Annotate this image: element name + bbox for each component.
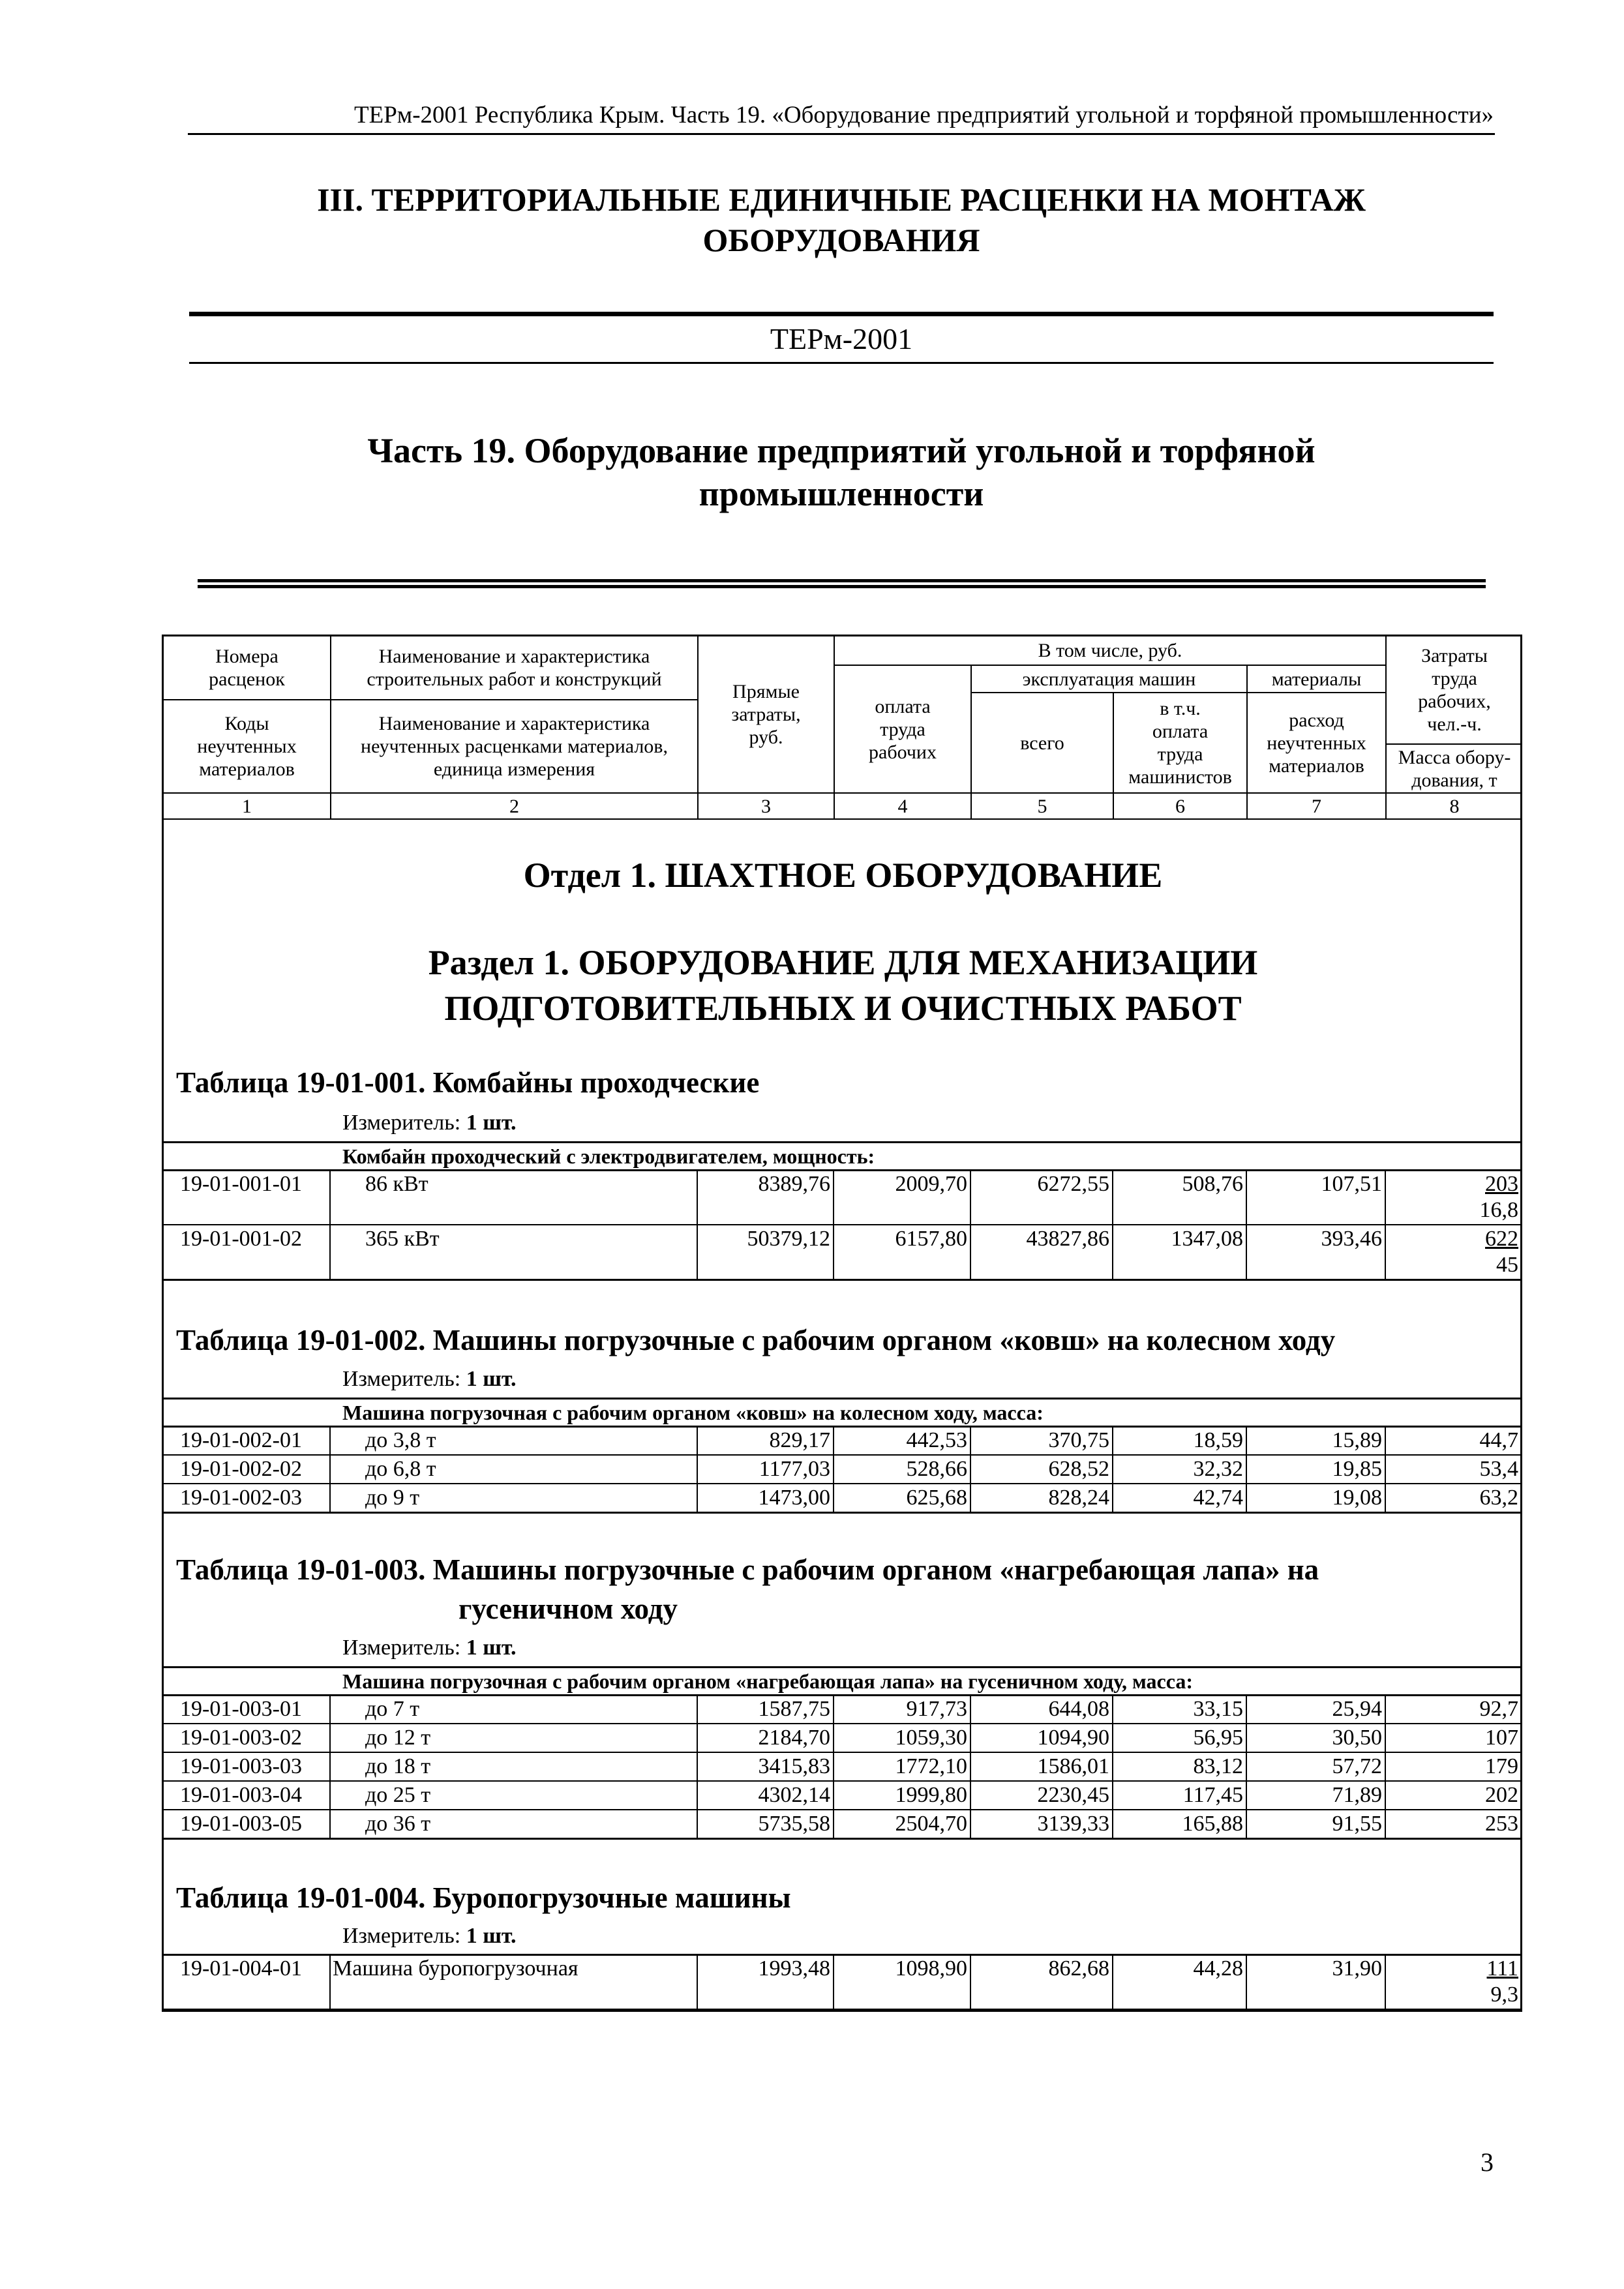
wages: 6157,80 bbox=[895, 1227, 967, 1251]
ter-rule-bottom bbox=[189, 362, 1494, 364]
header-materials: материалы bbox=[1271, 668, 1362, 690]
materials-cost: 19,08 bbox=[1332, 1486, 1382, 1510]
rate-code: 19-01-002-01 bbox=[180, 1428, 302, 1452]
rate-name: до 9 т bbox=[365, 1486, 420, 1510]
grid-line bbox=[1112, 1694, 1113, 1838]
grid-line bbox=[697, 1954, 698, 2009]
table-title: Таблица 19-01-003. Машины погрузочные с рабочим органом «нагребающая лапа» на гусеничном ходу bbox=[176, 1553, 1319, 1625]
table-subheader: Машина погрузочная с рабочим органом «ковш» на колесном ходу, масса: bbox=[342, 1401, 1044, 1424]
header-work-name: Наименование и характеристика строительных работ и конструкций bbox=[367, 646, 662, 690]
wages: 1098,90 bbox=[895, 1956, 967, 1981]
grid-line bbox=[162, 1809, 1522, 1810]
grid-line bbox=[1246, 1954, 1247, 2009]
operators-wages: 165,88 bbox=[1182, 1812, 1243, 1836]
direct-cost: 1473,00 bbox=[758, 1486, 830, 1510]
labor-cost: 253 bbox=[1485, 1812, 1518, 1836]
rate-name: до 3,8 т bbox=[365, 1428, 436, 1452]
grid-line bbox=[833, 1694, 834, 1838]
page-number: 3 bbox=[1481, 2147, 1494, 2177]
part-title bbox=[189, 429, 1494, 515]
col-number: 8 bbox=[1449, 795, 1460, 817]
grid-line bbox=[1112, 1169, 1113, 1279]
materials-cost: 107,51 bbox=[1321, 1172, 1382, 1196]
rate-name: до 7 т bbox=[365, 1697, 420, 1721]
rate-code: 19-01-003-02 bbox=[180, 1726, 302, 1750]
labor-cost: 107 bbox=[1485, 1726, 1518, 1750]
grid-line bbox=[162, 1224, 1522, 1225]
wages: 917,73 bbox=[906, 1697, 967, 1721]
rate-code: 19-01-001-02 bbox=[180, 1227, 302, 1251]
double-rule-top bbox=[198, 579, 1486, 582]
rate-code: 19-01-002-02 bbox=[180, 1457, 302, 1481]
col-number: 6 bbox=[1175, 795, 1185, 817]
direct-cost: 5735,58 bbox=[758, 1812, 830, 1836]
grid-line bbox=[329, 1169, 331, 1279]
wages: 1059,30 bbox=[895, 1726, 967, 1750]
equipment-mass: 9,3 bbox=[1490, 1982, 1518, 2007]
chapter-title bbox=[189, 179, 1494, 260]
grid-line bbox=[697, 1169, 698, 1279]
header-rule bbox=[188, 133, 1495, 135]
header-operators-wages: в т.ч. оплата труда машинистов bbox=[1128, 698, 1232, 788]
grid-line bbox=[970, 1954, 971, 2009]
direct-cost: 3415,83 bbox=[758, 1754, 830, 1778]
header-labor: Затраты труда рабочих, чел.-ч. bbox=[1418, 645, 1491, 735]
machines-total: 1094,90 bbox=[1037, 1726, 1109, 1750]
machines-total: 2230,45 bbox=[1037, 1783, 1109, 1807]
col-number: 3 bbox=[761, 795, 771, 817]
grid-line bbox=[1246, 1426, 1247, 1512]
table-subheader: Машина погрузочная с рабочим органом «нагребающая лапа» на гусеничном ходу, масса: bbox=[342, 1669, 1193, 1693]
grid-line bbox=[162, 1512, 1522, 1514]
materials-cost: 91,55 bbox=[1332, 1812, 1382, 1836]
labor-cost: 92,7 bbox=[1479, 1697, 1518, 1721]
wages: 528,66 bbox=[906, 1457, 967, 1481]
header-machines-total: всего bbox=[1020, 732, 1064, 754]
machines-total: 43827,86 bbox=[1026, 1227, 1109, 1251]
grid-line bbox=[162, 1723, 1522, 1724]
grid-line bbox=[162, 1780, 1522, 1782]
grid-line bbox=[1385, 1426, 1386, 1512]
header-mass: Масса обору- дования, т bbox=[1398, 746, 1511, 791]
grid-line bbox=[1112, 1954, 1113, 2009]
operators-wages: 33,15 bbox=[1193, 1697, 1243, 1721]
labor-cost: 202 bbox=[1485, 1783, 1518, 1807]
rate-code: 19-01-003-04 bbox=[180, 1783, 302, 1807]
rate-code: 19-01-002-03 bbox=[180, 1486, 302, 1510]
grid-line bbox=[162, 1752, 1522, 1753]
machines-total: 862,68 bbox=[1048, 1956, 1109, 1981]
direct-cost: 1993,48 bbox=[758, 1956, 830, 1981]
meter: Измеритель: 1 шт. bbox=[342, 1924, 517, 1948]
grid-line bbox=[970, 1169, 971, 1279]
table-title: Таблица 19-01-004. Буропогрузочные машины bbox=[176, 1881, 791, 1914]
col-number: 1 bbox=[242, 795, 252, 817]
rate-code: 19-01-004-01 bbox=[180, 1956, 302, 1981]
labor-cost: 622 bbox=[1485, 1227, 1518, 1251]
col-number: 4 bbox=[897, 795, 908, 817]
col-number: 5 bbox=[1037, 795, 1047, 817]
rate-name: до 25 т bbox=[365, 1783, 431, 1807]
wages: 442,53 bbox=[906, 1428, 967, 1452]
wages: 1999,80 bbox=[895, 1783, 967, 1807]
grid-line bbox=[833, 1954, 834, 2009]
direct-cost: 50379,12 bbox=[747, 1227, 830, 1251]
rate-name: до 18 т bbox=[365, 1754, 431, 1778]
meter: Измеритель: 1 шт. bbox=[342, 1111, 517, 1135]
operators-wages: 117,45 bbox=[1182, 1783, 1243, 1807]
rate-name: до 6,8 т bbox=[365, 1457, 436, 1481]
part-title-line2: промышленности bbox=[699, 474, 984, 513]
wages: 625,68 bbox=[906, 1486, 967, 1510]
operators-wages: 508,76 bbox=[1182, 1172, 1243, 1196]
materials-cost: 31,90 bbox=[1332, 1956, 1382, 1981]
operators-wages: 42,74 bbox=[1193, 1486, 1243, 1510]
grid-line bbox=[697, 1694, 698, 1838]
direct-cost: 1177,03 bbox=[759, 1457, 830, 1481]
direct-cost: 8389,76 bbox=[758, 1172, 830, 1196]
grid-line bbox=[970, 1694, 971, 1838]
chapter-title-line1: III. ТЕРРИТОРИАЛЬНЫЕ ЕДИНИЧНЫЕ РАСЦЕНКИ НА МОНТАЖ bbox=[317, 181, 1366, 218]
rate-name: Машина буропогрузочная bbox=[333, 1956, 579, 1981]
machines-total: 828,24 bbox=[1048, 1486, 1109, 1510]
ter-rule-top bbox=[189, 312, 1494, 316]
rate-code: 19-01-003-03 bbox=[180, 1754, 302, 1778]
rate-code: 19-01-001-01 bbox=[180, 1172, 302, 1196]
grid-line bbox=[970, 1426, 971, 1512]
materials-cost: 15,89 bbox=[1332, 1428, 1382, 1452]
table-title: Таблица 19-01-001. Комбайны проходческие bbox=[176, 1066, 760, 1099]
grid-line bbox=[1246, 1694, 1247, 1838]
header-material-name: Наименование и характеристика неучтенных расценками материалов, единица измерения bbox=[361, 713, 668, 780]
labor-cost: 203 bbox=[1485, 1172, 1518, 1196]
rate-name: 86 кВт bbox=[365, 1172, 429, 1196]
rate-name: 365 кВт bbox=[365, 1227, 440, 1251]
part-title-line1: Часть 19. Оборудование предприятий угольной и торфяной bbox=[367, 431, 1316, 470]
equipment-mass: 16,8 bbox=[1479, 1198, 1518, 1222]
section-otdel: Отдел 1. ШАХТНОЕ ОБОРУДОВАНИЕ bbox=[523, 856, 1163, 895]
direct-cost: 1587,75 bbox=[758, 1697, 830, 1721]
grid-line bbox=[162, 2009, 1522, 2011]
grid-line bbox=[1246, 1169, 1247, 1279]
rate-code: 19-01-003-01 bbox=[180, 1697, 302, 1721]
materials-cost: 19,85 bbox=[1332, 1457, 1382, 1481]
materials-cost: 30,50 bbox=[1332, 1726, 1382, 1750]
direct-cost: 4302,14 bbox=[758, 1783, 830, 1807]
meter: Измеритель: 1 шт. bbox=[342, 1636, 517, 1660]
rate-name: до 12 т bbox=[365, 1726, 431, 1750]
labor-cost: 111 bbox=[1486, 1956, 1518, 1981]
machines-total: 644,08 bbox=[1048, 1697, 1109, 1721]
direct-cost: 829,17 bbox=[769, 1428, 830, 1452]
section-razdel: Раздел 1. ОБОРУДОВАНИЕ ДЛЯ МЕХАНИЗАЦИИ ПОДГОТОВИТЕЛЬНЫХ И ОЧИСТНЫХ РАБОТ bbox=[428, 943, 1258, 1028]
grid-line bbox=[162, 1838, 1522, 1840]
grid-line bbox=[1385, 1694, 1386, 1838]
grid-line bbox=[329, 1954, 331, 2009]
grid-line bbox=[164, 818, 1522, 820]
grid-line bbox=[162, 1483, 1522, 1484]
table-subheader: Комбайн проходческий с электродвигателем, мощность: bbox=[342, 1144, 875, 1168]
wages: 2009,70 bbox=[895, 1172, 967, 1196]
header-direct-costs: Прямые затраты, руб. bbox=[731, 681, 801, 748]
grid-line bbox=[329, 1694, 331, 1838]
double-rule-bottom bbox=[198, 585, 1486, 588]
wages: 2504,70 bbox=[895, 1812, 967, 1836]
grid-line bbox=[162, 1279, 1522, 1281]
rate-code: 19-01-003-05 bbox=[180, 1812, 302, 1836]
labor-cost: 44,7 bbox=[1479, 1428, 1518, 1452]
machines-total: 370,75 bbox=[1048, 1428, 1109, 1452]
operators-wages: 44,28 bbox=[1193, 1956, 1243, 1981]
grid-line bbox=[1112, 1426, 1113, 1512]
wages: 1772,10 bbox=[895, 1754, 967, 1778]
operators-wages: 56,95 bbox=[1193, 1726, 1243, 1750]
header-machines: эксплуатация машин bbox=[1022, 668, 1196, 690]
labor-cost: 53,4 bbox=[1479, 1457, 1518, 1481]
col-number: 7 bbox=[1312, 795, 1321, 817]
header-including: В том числе, руб. bbox=[1038, 640, 1182, 661]
grid-line bbox=[1385, 1169, 1386, 1279]
header-rate-numbers: Номера расценок bbox=[209, 646, 285, 690]
header-wages: оплата труда рабочих bbox=[869, 695, 937, 763]
grid-line bbox=[833, 1426, 834, 1512]
grid-line bbox=[329, 1426, 331, 1512]
grid-line bbox=[162, 1454, 1522, 1456]
chapter-title-line2: ОБОРУДОВАНИЯ bbox=[702, 222, 980, 258]
grid-line bbox=[1385, 1954, 1386, 2009]
operators-wages: 18,59 bbox=[1193, 1428, 1243, 1452]
meter: Измеритель: 1 шт. bbox=[342, 1367, 517, 1391]
operators-wages: 83,12 bbox=[1193, 1754, 1243, 1778]
labor-cost: 63,2 bbox=[1479, 1486, 1518, 1510]
materials-cost: 57,72 bbox=[1332, 1754, 1382, 1778]
equipment-mass: 45 bbox=[1496, 1253, 1518, 1277]
machines-total: 3139,33 bbox=[1037, 1812, 1109, 1836]
table-title: Таблица 19-01-002. Машины погрузочные с рабочим органом «ковш» на колесном ходу bbox=[176, 1324, 1336, 1356]
operators-wages: 1347,08 bbox=[1171, 1227, 1243, 1251]
running-header: ТЕРм-2001 Республика Крым. Часть 19. «Оборудование предприятий угольной и торфяной промышленности» bbox=[354, 102, 1494, 128]
materials-cost: 393,46 bbox=[1321, 1227, 1382, 1251]
materials-cost: 25,94 bbox=[1332, 1697, 1382, 1721]
ter-label: ТЕРм-2001 bbox=[770, 322, 913, 355]
col-number: 2 bbox=[509, 795, 519, 817]
materials-cost: 71,89 bbox=[1332, 1783, 1382, 1807]
header-material-codes: Коды неучтенных материалов bbox=[197, 713, 297, 780]
machines-total: 1586,01 bbox=[1037, 1754, 1109, 1778]
machines-total: 628,52 bbox=[1048, 1457, 1109, 1481]
operators-wages: 32,32 bbox=[1193, 1457, 1243, 1481]
labor-cost: 179 bbox=[1485, 1754, 1518, 1778]
grid-line bbox=[697, 1426, 698, 1512]
machines-total: 6272,55 bbox=[1037, 1172, 1109, 1196]
rate-name: до 36 т bbox=[365, 1812, 431, 1836]
header-materials-consumption: расход неучтенных материалов bbox=[1267, 709, 1366, 777]
grid-line bbox=[833, 1169, 834, 1279]
direct-cost: 2184,70 bbox=[758, 1726, 830, 1750]
